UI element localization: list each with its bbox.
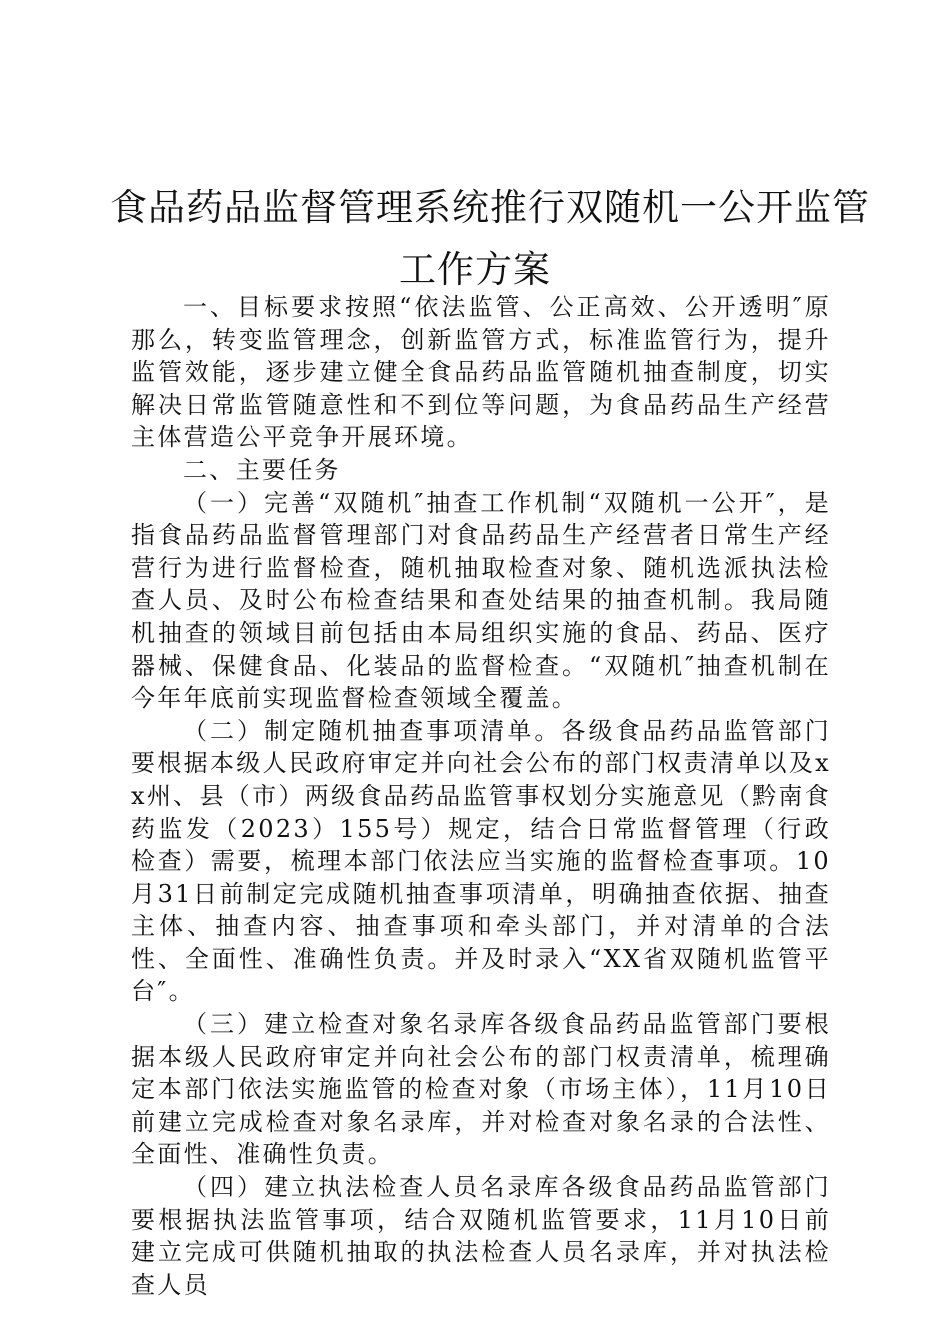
document-body — [131, 291, 831, 1301]
paragraph-goals: 一、目标要求按照“依法监管、公正高效、公开透明″原那么，转变监管理念，创新监管方式，标准监管行为，提升监管效能，逐步建立健全食品药品监管随机抽查制度，切实解决日常监管随意性和不到位等问题，为食品药品生产经营主体营造公平竞争开展环境。 — [131, 293, 831, 452]
document-title-line-2: 工作方案 — [399, 248, 551, 291]
document-title-line-1: 食品药品监督管理系统推行双随机一公开监管 — [110, 186, 870, 229]
paragraph-task-1: （一）完善“双随机″抽查工作机制“双随机一公开″，是指食品药品监督管理部门对食品药品生产经营者日常生产经营行为进行监督检查，随机抽取检查对象、随机选派执法检查人员、及时公布检查结果和查处结果的抽查机制。我局随机抽查的领域目前包括由本局组织实施的食品、药品、医疗器械、保健食品、化装品的监督检查。“双随机″抽查机制在今年年底前实现监督检查领域全覆盖。 — [131, 488, 831, 713]
section-heading-main-tasks: 二、主要任务 — [183, 455, 341, 484]
paragraph-task-2: （二）制定随机抽查事项清单。各级食品药品监管部门要根据本级人民政府审定并向社会公布的部门权责清单以及xx州、县（市）两级食品药品监管事权划分实施意见（黔南食药监发（2023）155号）规定，结合日常监督管理（行政检查）需要，梳理本部门依法应当实施的监督检查事项。10月31日前制定完成随机抽查事项清单，明确抽查依据、抽查主体、抽查内容、抽查事项和牵头部门，并对清单的合法性、全面性、准确性负责。并及时录入“XX省双随机监管平台″。 — [131, 716, 831, 1006]
paragraph-task-4: （四）建立执法检查人员名录库各级食品药品监管部门要根据执法监管事项，结合双随机监管要求，11月10日前建立完成可供随机抽取的执法检查人员名录库，并对执法检查人员 — [131, 1173, 831, 1299]
paragraph-task-3: （三）建立检查对象名录库各级食品药品监管部门要根据本级人民政府审定并向社会公布的部门权责清单，梳理确定本部门依法实施监管的检查对象（市场主体），11月10日前建立完成检查对象名录库，并对检查对象名录的合法性、全面性、准确性负责。 — [131, 1010, 831, 1169]
